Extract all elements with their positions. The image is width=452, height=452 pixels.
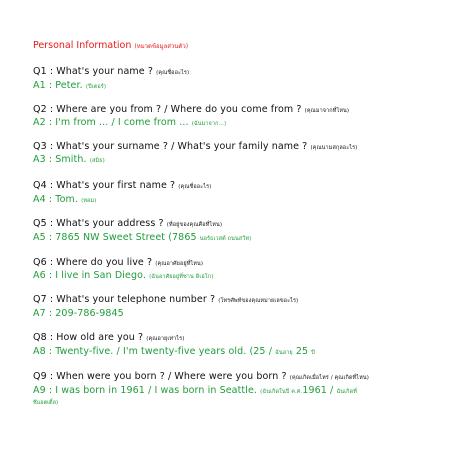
question-4: Q4 : What's your first name ? (คุณชื่ออะไร)	[33, 180, 212, 191]
question-2: Q2 : Where are you from ? / Where do you come from ? (คุณมาจากที่ไหน)	[33, 104, 350, 115]
section-header	[33, 40, 188, 51]
section-title: Personal Information	[33, 40, 132, 51]
answer-3: A3 : Smith. (สมิธ)	[33, 154, 105, 165]
answer-5: A5 : 7865 NW Sweet Street (7865 นอร์ธเวสต์ ถนนสวีท)	[33, 232, 252, 243]
answer-4: A4 : Tom. (ทอม)	[33, 194, 97, 205]
answer-9: A9 : I was born in 1961 / I was born in Seattle. (ฉันเกิดในปี ค.ศ.1961 / ฉันเกิดที่	[33, 385, 357, 396]
answer-6: A6 : I live in San Diego. (ฉันอาศัยอยู่ที่ซาน ดิเอโก)	[33, 270, 214, 281]
answer-8: A8 : Twenty-five. / I'm twenty-five years old. (25 / ฉันอายุ 25 ปี	[33, 346, 315, 357]
question-5: Q5 : What's your address ? (ที่อยู่ของคุณคือที่ไหน)	[33, 218, 223, 229]
question-6: Q6 : Where do you live ? (คุณอาศัยอยู่ที่ไหน)	[33, 257, 204, 268]
answer-9-wrap: ซีแอตเติ้ล)	[33, 400, 59, 406]
section-title-thai: (หมวดข้อมูลส่วนตัว)	[134, 43, 189, 50]
question-8: Q8 : How old are you ? (คุณอายุเท่าไร)	[33, 332, 185, 343]
question-1: Q1 : What's your name ? (คุณชื่ออะไร)	[33, 66, 190, 77]
question-9: Q9 : When were you born ? / Where were you born ? (คุณเกิดเมื่อไหร่ / คุณเกิดที่ไหน)	[33, 371, 369, 382]
question-3: Q3 : What's your surname ? / What's your family name ? (คุณนามสกุลอะไร)	[33, 141, 358, 152]
answer-1: A1 : Peter. (ปีเตอร์)	[33, 80, 107, 91]
question-7: Q7 : What's your telephone number ? (โทรศัพท์ของคุณหมายเลขอะไร)	[33, 294, 299, 305]
answer-2: A2 : I'm from ... / I come from ... (ฉันมาจาก...)	[33, 117, 227, 128]
answer-7: A7 : 209-786-9845	[33, 308, 124, 319]
